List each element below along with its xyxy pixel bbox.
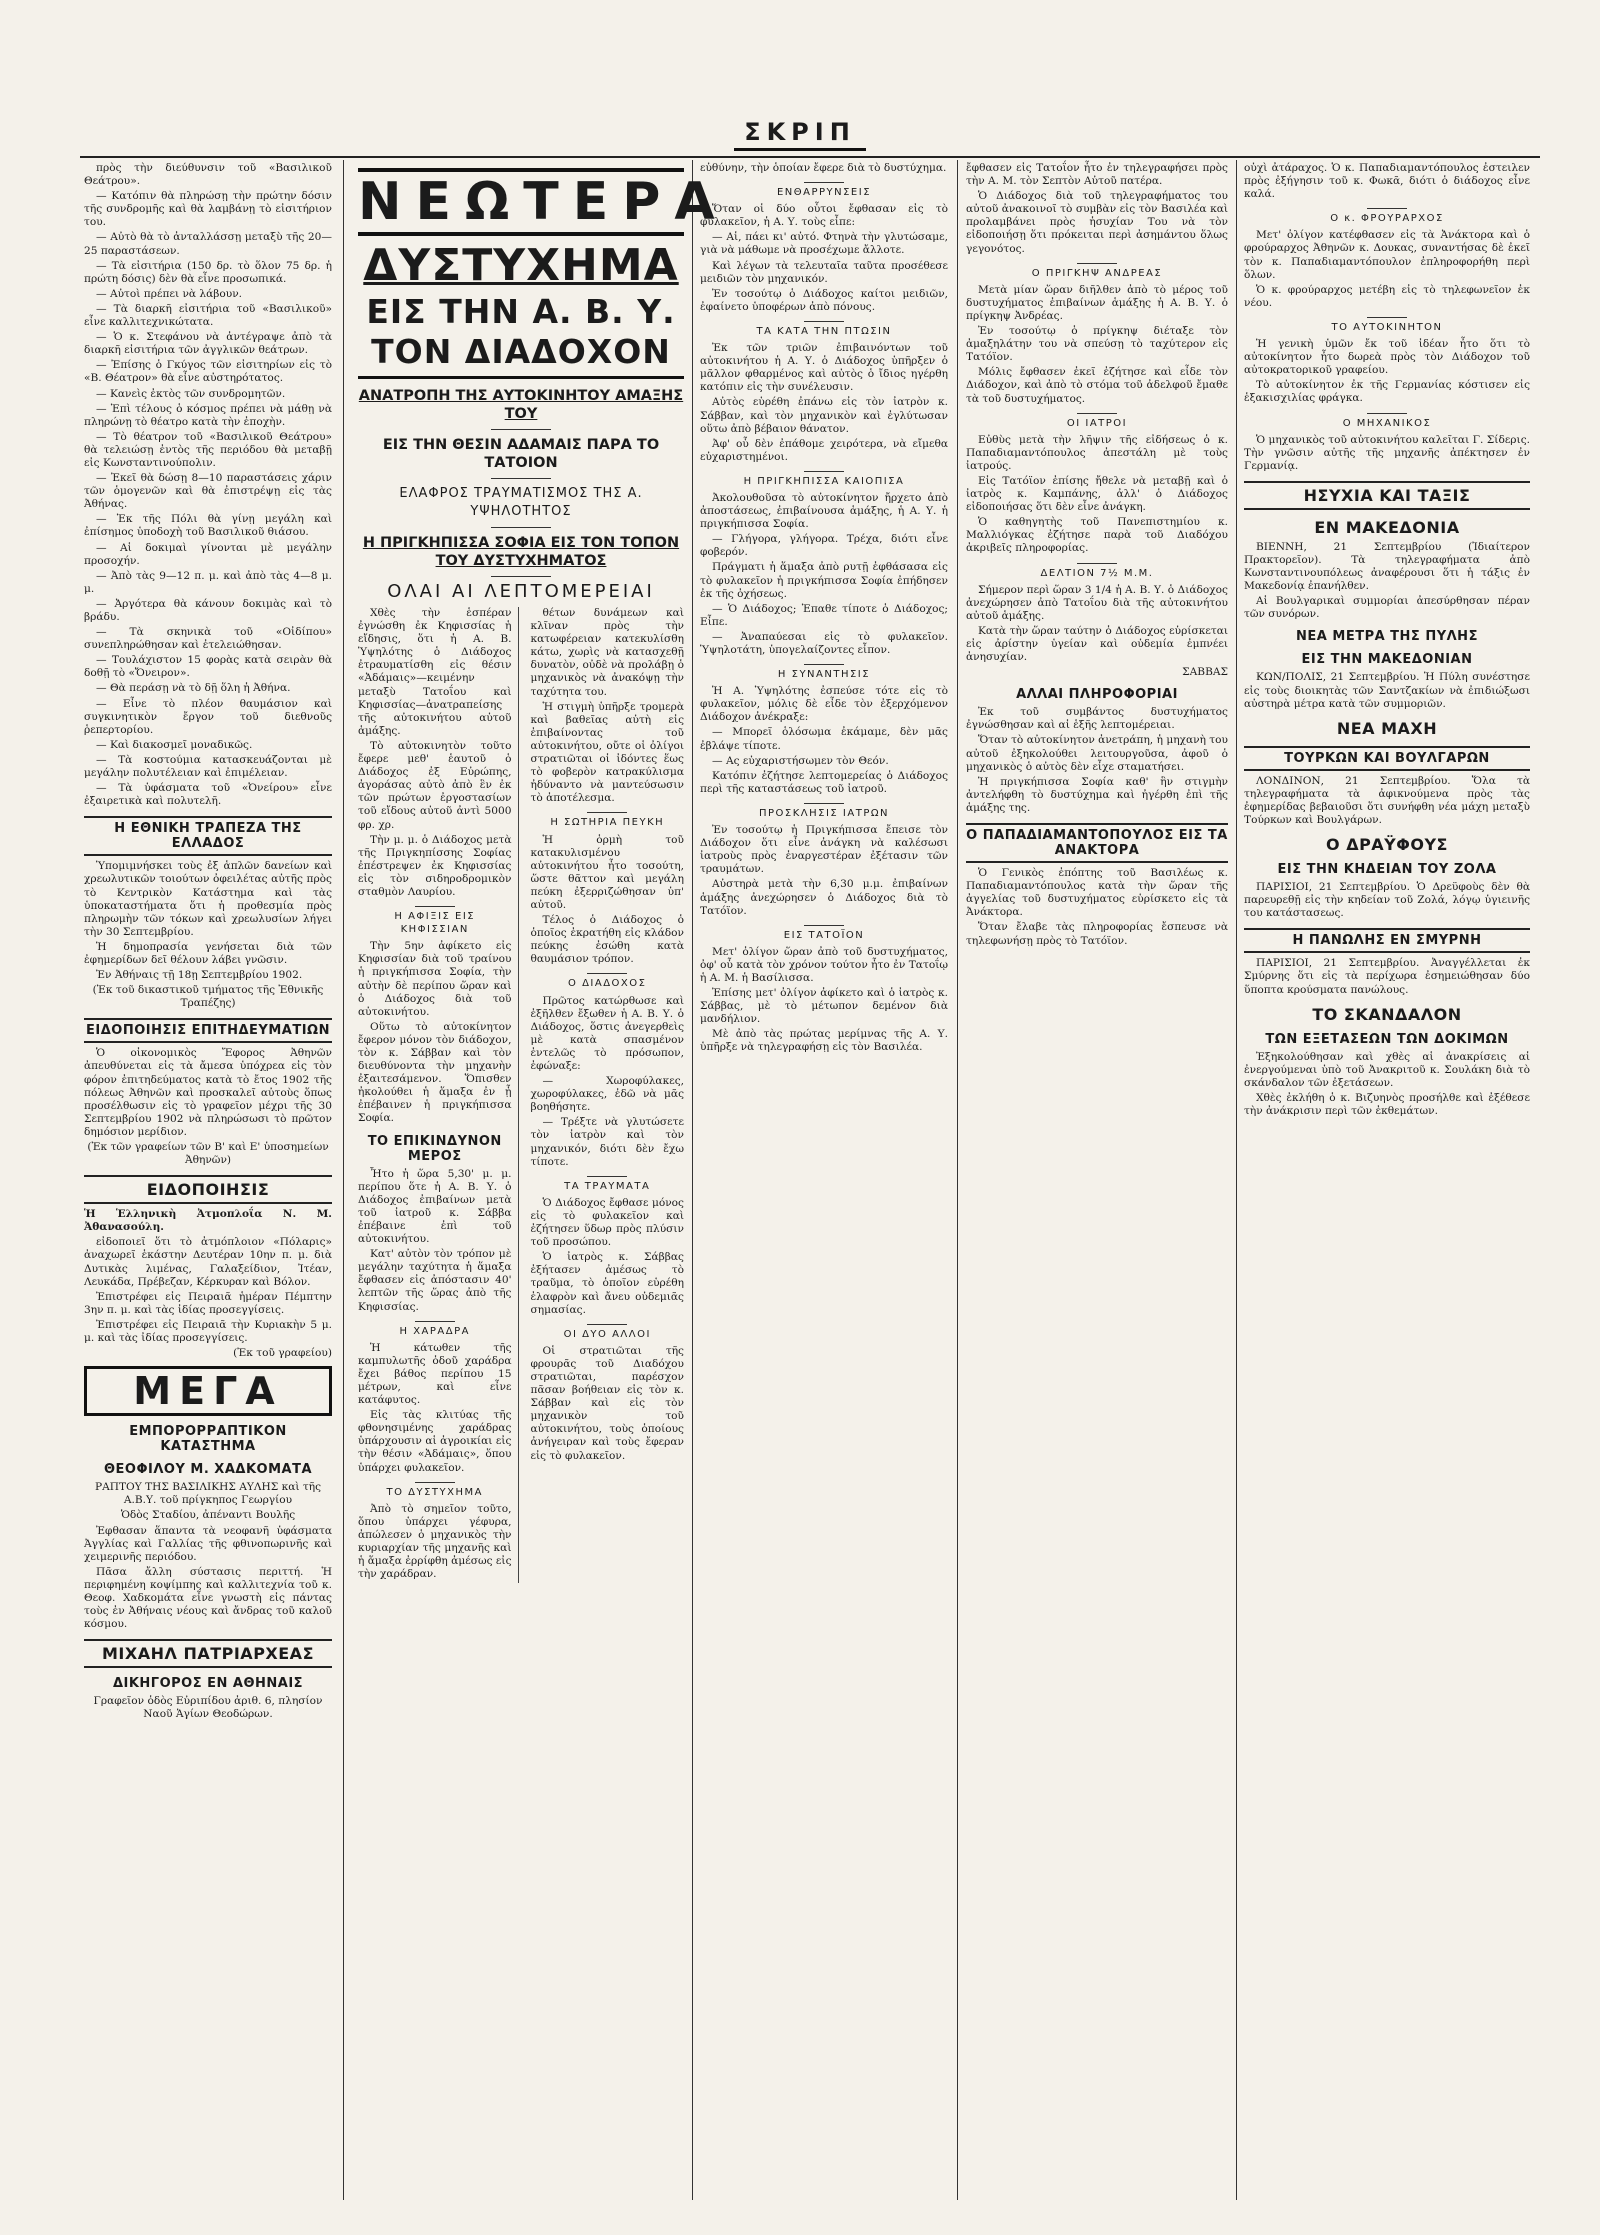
telegram-headline: Ο ΔΡΑΫΦΟΥΣ: [1326, 835, 1448, 855]
subhead: ΟΙ ΙΑΤΡΟΙ: [966, 413, 1228, 430]
article-paragraph: Ὅταν τὸ αὐτοκίνητον ἀνετράπη, ἡ μηχανὴ του αὐτοῦ ἐξηκολούθει λειτουργοῦσα, ἀφοῦ ὁ μηχανικὸς ὁ αὐτὸς δὲν εἶχε σταματήσει.: [966, 734, 1228, 773]
article-paragraph: Μόλις ἔφθασεν ἐκεῖ ἐζήτησε καὶ εἶδε τὸν Διάδοχον, καὶ ἀπὸ τὸ στόμα τοῦ ἀδελφοῦ ἔμαθε τὰ τοῦ δυστυχήματος.: [966, 366, 1228, 405]
article-paragraph: Ἡ πριγκήπισσα Σοφία καθ' ἣν στιγμὴν ἀντελήφθη τὸ δυστύχημα καὶ ἠγέρθη ἐπὶ τῆς ἁμάξης της.: [966, 775, 1228, 814]
lead-deck: ΑΝΑΤΡΟΠΗ ΤΗΣ ΑΥΤΟΚΙΝΗΤΟΥ ΑΜΑΞΗΣ ΤΟΥ: [358, 388, 684, 422]
article-paragraph: — Ας εὐχαριστήσωμεν τὸν Θεόν.: [712, 754, 889, 767]
lead-paragraph: Χθὲς τὴν ἑσπέραν ἐγνώσθη ἐκ Κηφισσίας ἡ εἴδησις, ὅτι ἡ Α. Β. Ὑψηλότης ὁ Διάδοχος ἐτραυματίσθη εἰς θέσιν «Ἀδάμαις»—κειμένην μεταξὺ Τατοΐου καὶ Κηφισσίας—ἀνατραπείσης τῆς αὐτοκινήτου αὐτοῦ ἁμάξης.: [358, 607, 512, 737]
telegram-paragraph: ΛΟΝΔΙΝΟΝ, 21 Σεπτεμβρίου. Ὅλα τὰ τηλεγραφήματα τὰ ἀφικνούμενα πρὸς τὰς ἐφημερίδας βεβαιοῦσι ὅτι συνήφθη νέα μάχη μεταξὺ Τούρκων καὶ Βουλγάρων.: [1244, 774, 1530, 826]
telegram-headline: ΤΩΝ ΕΞΕΤΑΣΕΩΝ ΤΩΝ ΔΟΚΙΜΩΝ: [1265, 1031, 1509, 1047]
store-ad-owner: ΘΕΟΦΙΛΟΥ Μ. ΧΑΔΚΟΜΑΤΑ: [103, 1462, 313, 1478]
lead-deck: ΕΛΑΦΡΟΣ ΤΡΑΥΜΑΤΙΣΜΟΣ ΤΗΣ Α. ΥΨΗΛΟΤΗΤΟΣ: [399, 486, 643, 519]
subhead: ΤΑ ΚΑΤΑ ΤΗΝ ΠΤΩΣΙΝ: [700, 321, 948, 338]
telegram-headline: ΝΕΑ ΜΑΧΗ: [1336, 718, 1438, 738]
lead-paragraph: Ἀπὸ τὸ σημεῖον τοῦτο, ὅπου ὑπάρχει γέφυρα, ἀπώλεσεν ὁ μηχανικὸς τὴν κυριαρχίαν τῆς μηχανῆς καὶ ἡ ἅμαξα ἐρρίφθη ἀμέσως εἰς τὴν χαράδραν.: [358, 1502, 512, 1581]
lead-headline-2: ΕΙΣ ΤΗΝ Α. Β. Υ. ΤΟΝ ΔΙΑΔΟΧΟΝ: [358, 292, 684, 379]
theatre-note: — Τουλάχιστον 15 φορὰς κατὰ σειρὰν θὰ δοθῇ τὸ «Ὄνειρον».: [84, 654, 332, 680]
article-paragraph: — Αἱ, πάει κι' αὐτό. Φτηνὰ τὴν γλυτώσαμε, γιὰ νὰ μάθωμε νὰ προσέχωμε ἄλλοτε.: [700, 231, 948, 257]
telegram-headline: ΕΙΣ ΤΗΝ ΜΑΚΕΔΟΝΙΑΝ: [1301, 652, 1473, 668]
article-paragraph: Ὅταν ἔλαβε τὰς πληροφορίας ἔσπευσε νὰ τηλεφωνήσῃ πρὸς τὸ Τατόϊον.: [966, 921, 1228, 947]
article-paragraph: — Μπορεῖ ὁλόσωμα ἐκάμαμε, δὲν μᾶς ἐβλάψε τίποτε.: [700, 726, 948, 752]
lead-paragraph: Τέλος ὁ Διάδοχος ὁ ὁποῖος ἐκρατήθη εἰς κλάδον πεύκης ἐσώθη κατὰ θαυμάσιον τρόπον.: [530, 914, 684, 966]
theatre-note: — Ἐπίσης ὁ Γκύγος τῶν εἰσιτηρίων εἰς τὸ «Β. Θέατρον» θὰ εἶνε αὐστηρότατος.: [84, 359, 332, 385]
bank-notice-date: Ἐν Ἀθήναις τῇ 18ῃ Σεπτεμβρίου 1902.: [96, 969, 303, 982]
column-divider: [1236, 160, 1237, 2200]
article-paragraph: Ἐκ τοῦ συμβάντος δυστυχήματος ἐγνώσθησαν καὶ αἱ ἑξῆς λεπτομέρειαι.: [966, 706, 1228, 732]
article-paragraph: Ἐν τοσούτῳ ὁ Διάδοχος καίτοι μειδιῶν, ἐφαίνετο ὑποφέρων ἀπὸ πόνους.: [700, 287, 948, 313]
article-paragraph: — Ὁ Διάδοχος; Ἐπαθε τίποτε ὁ Διάδοχος; Εἶπε.: [700, 602, 948, 628]
bulletin-heading: ΔΕΛΤΙΟΝ 7½ Μ.Μ.: [966, 563, 1228, 580]
article-paragraph: — Ἀναπαύεσαι εἰς τὸ φυλακεῖον. Ὑψηλοτάτη, ὑπογελαίζοντες εἶπον.: [700, 630, 948, 656]
lead-body-right: [531, 607, 685, 1583]
newspaper-title: ΣΚΡΙΠ: [734, 118, 866, 151]
article-paragraph: Αὐστηρὰ μετὰ τὴν 6,30 μ.μ. ἐπιβαίνων ἁμάξης ἀνεχώρησεν ὁ Διάδοχος διὰ τὸ Τατόϊον.: [700, 878, 948, 917]
store-ad-title: ΕΜΠΟΡΟΡΡΑΠΤΙΚΟΝ ΚΑΤΑΣΤΗΜΑ: [129, 1424, 287, 1455]
lawyer-ad-title: ΔΙΚΗΓΟΡΟΣ ΕΝ ΑΘΗΝΑΙΣ: [112, 1676, 304, 1692]
subhead: Η ΣΩΤΗΡΙΑ ΠΕΥΚΗ: [531, 812, 685, 829]
bank-notice-title: Η ΕΘΝΙΚΗ ΤΡΑΠΕΖΑ ΤΗΣ ΕΛΛΑΔΟΣ: [84, 816, 332, 856]
article-paragraph: Ἡ γενικὴ ὑμῶν ἔκ τοῦ ἰδέαν ἦτο ὅτι τὸ αὐτοκίνητον ἦτο δωρεὰ πρὸς τὸν Διάδοχον τοῦ αὐτοκρατορικοῦ γραφείου.: [1244, 338, 1530, 377]
lead-body: [358, 607, 684, 1583]
subhead: Η ΠΡΙΓΚΗΠΙΣΣΑ ΚΑΙΟΠΙΣΑ: [700, 471, 948, 488]
store-ad-text: ΡΑΠΤΟΥ ΤΗΣ ΒΑΣΙΛΙΚΗΣ ΑΥΛΗΣ καὶ τῆς Α.Β.Υ. τοῦ πρίγκηπος Γεωργίου: [94, 1481, 322, 1507]
lead-deck: ΕΙΣ ΤΗΝ ΘΕΣΙΝ ΑΔΑΜΑΙΣ ΠΑΡΑ ΤΟ ΤΑΤΟΙΟΝ: [382, 437, 660, 471]
subhead: ΤΟ ΔΥΣΤΥΧΗΜΑ: [358, 1482, 512, 1499]
lead-paragraph: Τὴν μ. μ. ὁ Διάδοχος μετὰ τῆς Πριγκηπίσσης Σοφίας ἐπέστρεψεν ἐκ Κηφισσίας εἰς τὸν σιδηροδρομικὸν σταθμὸν Λαυρίου.: [358, 833, 512, 898]
theatre-note: — Αὐτοὶ πρέπει νὰ λάβουν.: [96, 287, 243, 300]
subhead: ΠΡΟΣΚΛΗΣΙΣ ΙΑΤΡΩΝ: [700, 803, 948, 820]
article-paragraph: Ὁ Γενικὸς ἐπόπτης τοῦ Βασιλέως κ. Παπαδιαμαντόπουλος κατὰ τὴν ὥραν τῆς ἀγγελίας τοῦ δυστυχήματος εὑρίσκετο εἰς τὰ Ἀνάκτορα.: [966, 867, 1228, 919]
theatre-note: — Ἐκ τῆς Πόλι θὰ γίνῃ μεγάλη καὶ ἐπίσημος ὑποδοχὴ τοῦ Βασιλικοῦ θιάσου.: [84, 513, 332, 539]
theatre-note: — Κανεὶς ἐκτὸς τῶν συνδρομητῶν.: [96, 387, 286, 400]
article-paragraph: Ἐν τοσούτῳ ὁ πρίγκηψ διέταξε τὸν ἀμαξηλάτην του νὰ σπεύσῃ τὸ ταχύτερον εἰς Τατόϊον.: [966, 325, 1228, 364]
subhead-bold: Ο ΠΑΠΑΔΙΑΜΑΝΤΟΠΟΥΛΟΣ ΕΙΣ ΤΑ ΑΝΑΚΤΟΡΑ: [966, 823, 1228, 863]
telegram-paragraph: ΠΑΡΙΣΙΟΙ, 21 Σεπτεμβρίου. Ὁ Δρεϋφοὺς δὲν θὰ παρευρεθῇ εἰς τὴν κηδείαν τοῦ Ζολά, λόγῳ ὑγιεινῆς του κατάστασεως.: [1244, 881, 1530, 920]
lead-paragraph: Ἡ στιγμὴ ὑπῆρξε τρομερὰ καὶ βαθεῖας αὐτὴ εἰς ἐπιβαίνοντας τοῦ αὐτοκινήτου, οὔτε οἱ ὀλίγοι στρατιῶται οἱ ἰδόντες ἕως τὸ φοβερὸν κατρακύλισμα ἠδύναντο νὰ μαντεύσωσιν τὸ ἀποτέλεσμα.: [530, 700, 684, 805]
column-divider: [957, 160, 958, 2200]
article-paragraph: Κατόπιν ἐζήτησε λεπτομερείας ὁ Διάδοχος περὶ τῆς καταστάσεως τοῦ ἰατροῦ.: [700, 769, 948, 795]
column-divider: [692, 160, 693, 2200]
telegram-headline: ΝΕΑ ΜΕΤΡΑ ΤΗΣ ΠΥΛΗΣ: [1296, 629, 1478, 645]
column-4: [966, 162, 1228, 2192]
lead-paragraph: Τὴν 5ην ἀφίκετο εἰς Κηφισσίαν διὰ τοῦ τραίνου ἡ πριγκήπισσα Σοφία, τὴν αὐτὴν δὲ περίπου ὥραν καὶ ὁ Διάδοχος διὰ τοῦ αὐτοκινήτου.: [358, 940, 512, 1018]
subhead: ΤΟ ΑΥΤΟΚΙΝΗΤΟΝ: [1244, 317, 1530, 334]
lead-paragraph: Ὁ ἰατρὸς κ. Σάββας ἐξήτασεν ἀμέσως τὸ τραῦμα, τὸ ὁποῖον εὑρέθη ἐλαφρὸν καὶ ἄνευ οὐδεμιᾶς σημασίας.: [530, 1251, 684, 1316]
theatre-note: — Καὶ διακοσμεῖ μοναδικῶς.: [96, 738, 253, 751]
article-paragraph: — Γλήγορα, γλήγορα. Τρέχα, διότι εἶνε φοβερόν.: [700, 533, 948, 559]
telegram-headline: ΕΙΣ ΤΗΝ ΚΗΔΕΙΑΝ ΤΟΥ ΖΟΛΑ: [1277, 862, 1497, 878]
store-ad-text: Ἐφθασαν ἅπαντα τὰ νεοφανῆ ὑφάσματα Ἀγγλίας καὶ Γαλλίας τῆς φθινοπωρινῆς καὶ χειμερινῆς περιόδου.: [84, 1524, 332, 1563]
bank-notice-text: Ὑπομιμνήσκει τοὺς ἐξ ἁπλῶν δανείων καὶ χρεωλυτικῶν τοιούτων ὀφειλέτας αὐτῆς πρὸς τὸ Κεντρικὸν Κατάστημα καὶ τὰς ὑποκαταστήματα ὅτι ἡ προθεσμία πρὸς πληρωμὴν τῶν τόκων καὶ χρεωλυσίων λήγει τὴν 30 Σεπτεμβρίου.: [84, 860, 332, 938]
column-1: [84, 162, 332, 2192]
lead-paragraph: Ὁ Διάδοχος ἔφθασε μόνος εἰς τὸ φυλακεῖον καὶ ἐζήτησεν ὕδωρ πρὸς πλύσιν τοῦ προσώπου.: [530, 1196, 684, 1249]
deck-divider: [491, 478, 551, 479]
column-divider: [343, 160, 344, 2200]
store-ad-mega: ΜΕΓΑ: [84, 1366, 332, 1416]
article-paragraph: Τὸ αὐτοκίνητον ἐκ τῆς Γερμανίας κόστισεν εἰς ἑξακισχιλίας φράγκα.: [1244, 379, 1530, 405]
subhead-bold: ΤΟ ΕΠΙΚΙΝΔΥΝΟΝ ΜΕΡΟΣ: [367, 1133, 502, 1164]
telegram-paragraph: ΚΩΝ/ΠΟΛΙΣ, 21 Σεπτεμβρίου. Ἡ Πύλη συνέστησε εἰς τοὺς διοικητὰς τῶν Σαντζακίων νὰ ἐπιδιώξωσι αὐστηρὰ μέτρα κατὰ τῶν συμμοριῶν.: [1244, 671, 1530, 710]
telegram-headline: ΕΝ ΜΑΚΕΔΟΝΙΑ: [1314, 517, 1460, 537]
article-paragraph: Εἰς Τατόϊον ἐπίσης ἤθελε νὰ μεταβῇ καὶ ὁ ἰατρὸς κ. Καμπάνης, ἀλλ' ὁ Διάδοχος εἰδοποιήσας ὅτι δὲν εἶνε ἀνάγκη.: [966, 474, 1228, 514]
theatre-note: — Ὁ κ. Στεφάνου νὰ ἀντέγραψε ἀπὸ τὰ διαρκῆ εἰσιτήρια τῶν ἀγγλικῶν θεάτρων.: [84, 331, 332, 357]
article-paragraph: Ἀκολουθοῦσα τὸ αὐτοκίνητον ἤρχετο ἀπὸ ἀποστάσεως, ἐπιβαίνουσα ἁμάξης, ἡ Α. Υ. ἡ πριγκήπισσα Σοφία.: [700, 491, 948, 531]
telegram-headline: ΗΣΥΧΙΑ ΚΑΙ ΤΑΞΙΣ: [1244, 481, 1530, 510]
column-5: [1244, 162, 1530, 2192]
article-paragraph: Σήμερον περὶ ὥραν 3 1/4 ἡ Α. Β. Υ. ὁ Διάδοχος ἀνεχώρησεν ἀπὸ Τατοΐου διὰ τῆς αὐτοκινήτου αὐτοῦ ἁμάξης.: [966, 583, 1228, 622]
tax-notice-source: (Ἐκ τῶν γραφείων τῶν Β' καὶ Ε' ὑποσημείων Ἀθηνῶν): [87, 1141, 329, 1167]
subhead: Η ΑΦΙΞΙΣ ΕΙΣ ΚΗΦΙΣΣΙΑΝ: [358, 906, 512, 936]
theatre-note: — Ἐπὶ τέλους ὁ κόσμος πρέπει νὰ μάθῃ νὰ πληρώνῃ τὸ θέατρο κατὰ τὴν ἐποχὴν.: [84, 402, 332, 428]
lead-paragraph: Ἡ ὁρμὴ τοῦ κατακυλισμένου αὐτοκινήτου ἦτο τοσούτη, ὥστε θᾶττον καὶ μεγάλη πεύκη ἐξερριζώθησαν ὑπ' αὐτοῦ.: [530, 833, 684, 911]
telegram-paragraph: Ἐξηκολούθησαν καὶ χθὲς αἱ ἀνακρίσεις αἱ ἐνεργούμεναι ὑπὸ τοῦ Ἀνακριτοῦ κ. Σουλάκη διὰ τὸ σκάνδαλον τῶν ἐξετάσεων.: [1244, 1050, 1530, 1089]
article-paragraph: Εὐθὺς μετὰ τὴν λῆψιν τῆς εἰδήσεως ὁ κ. Παπαδιαμαντόπουλος ἀπεστάλη μὲ τοὺς ἰατρούς.: [966, 433, 1228, 472]
article-paragraph: Ὅταν οἱ δύο οὗτοι ἔφθασαν εἰς τὸ φυλακεῖον, ἡ Α. Υ. τοὺς εἶπε:: [700, 203, 948, 229]
lead-paragraph: Οὕτω τὸ αὐτοκίνητον ἔφερον μόνον τὸν διάδοχον, τὸν κ. Σάββαν καὶ τὸν διευθύνοντα τὴν μηχανὴν ἐξαιτεσάμενον. Ὅπισθεν ἠκολούθει ἡ ἅμαξα ἐν ᾗ ἐπέβαινεν ἡ πριγκήπισσα Σοφία.: [358, 1020, 512, 1125]
lawyer-ad-name: ΜΙΧΑΗΛ ΠΑΤΡΙΑΡΧΕΑΣ: [84, 1639, 332, 1668]
lead-paragraph: Πρῶτος κατώρθωσε καὶ ἐξῆλθεν ἔξωθεν ἡ Α. Β. Υ. ὁ Διάδοχος, ὅστις ἀνεγερθεὶς μὲ κατὰ σπασμένον ἐντελῶς τὸ πρόσωπον, ἐφώναξε:: [530, 994, 684, 1072]
lead-paragraph: θέτων δυνάμεων καὶ κλῖναν πρὸς τὴν κατωφέρειαν κατεκυλίσθη κάτω, χωρὶς νὰ κατασχεθῇ δυνατὸν, οὐδὲ νὰ προλάβῃ ὁ μηχανικὸς νὰ ἀνακόψῃ τὴν ταχύτητα του.: [530, 607, 684, 698]
lead-paragraph: Ἦτο ἡ ὥρα 5,30' μ. μ. περίπου ὅτε ἡ Α. Β. Υ. ὁ Διάδοχος ἐπιβαίνων μετὰ τοῦ ἰατροῦ κ. Σάββα ἐπέβαινε ἐπὶ τοῦ αὐτοκινήτου.: [358, 1167, 512, 1246]
article-paragraph: Κατὰ τὴν ὥραν ταύτην ὁ Διάδοχος εὑρίσκεται εἰς ἀρίστην ὑγείαν καὶ οὐδεμία ἐμπνέει ἀνησυχίαν.: [966, 624, 1228, 664]
lead-paragraph: Τὸ αὐτοκινητὸν τοῦτο ἔφερε μεθ' ἑαυτοῦ ὁ Διάδοχος ἐξ Εὐρώπης, ἀγοράσας αὐτὸ ἀπὸ ἓν ἐκ τῶν πρώτων ἐργοστασίων τοῦ εἴδους αὐτοῦ ἀντὶ 5000 φρ. χρ.: [358, 739, 512, 831]
tax-notice-text: Ὁ οἰκονομικὸς Ἔφορος Ἀθηνῶν ἀπευθύνεται εἰς τὰ ἄμεσα ὑπόχρεα εἰς τὸν φόρον ἐπιτηδεύματος κατὰ τὸ ἔτος 1902 τῆς πόλεως Ἀθηνῶν καὶ προσκαλεῖ αὐτοὺς ὅπως προσέλθωσιν εἰς τὸ γραφεῖον μέχρι τῆς 30 Σεπτεμβρίου 1902 νὰ πληρώσωσι τὸ πρῶτον δημόσιον μερίδιον.: [84, 1047, 332, 1138]
telegram-headline: Η ΠΑΝΩΛΗΣ ΕΝ ΣΜΥΡΝΗ: [1244, 928, 1530, 953]
theatre-note: — Τὰ ὑφάσματα τοῦ «Ὀνείρου» εἶνε ἐξαιρετικὰ καὶ πολυτελῆ.: [84, 782, 332, 808]
shipping-text: Ἐπιστρέφει εἰς Πειραιᾶ ἡμέραν Πέμπτην 3ην π. μ. καὶ τὰς ἰδίας προσεγγίσεις.: [84, 1290, 332, 1316]
article-paragraph: Ἐν τοσούτῳ ἡ Πριγκήπισσα ἔπεισε τὸν Διάδοχον ὅτι εἶνε ἀνάγκη νὰ καλέσωσι ἰατροὺς πρὸς ἐναργεστέραν ἐξέτασιν τῶν τραυμάτων.: [700, 824, 948, 876]
lawyer-ad-address: Γραφεῖον ὁδὸς Εὐριπίδου ἀριθ. 6, πλησίον Ναοῦ Ἁγίων Θεοδώρων.: [93, 1695, 323, 1721]
article-paragraph: Μετ' ὀλίγον κατέφθασεν εἰς τὰ Ἀνάκτορα καὶ ὁ φρούραρχος Ἀθηνῶν κ. Δουκας, συναντήσας δὲ ἐκεῖ τὸν κ. Παπαδιαμαντόπουλον ἐπληροφορήθη περὶ ὅλων.: [1244, 229, 1530, 281]
subhead: ΕΝΘΑΡΡΥΝΣΕΙΣ: [700, 182, 948, 199]
telegram-paragraph: Αἱ Βουλγαρικαὶ συμμορίαι ἀπεσύρθησαν πέραν τῶν συνόρων.: [1244, 595, 1530, 621]
article-paragraph: Ἡ Α. Ὑψηλότης ἐσπεύσε τότε εἰς τὸ φυλακεῖον, μόλις δὲ εἶδε τὸν ἐξερχόμενον Διάδοχον ἀνέκραξε:: [700, 685, 948, 724]
lead-headline: ΔΥΣΤΥΧΗΜΑ: [363, 240, 679, 291]
article-paragraph: οὐχὶ ἀτάραχος. Ὁ κ. Παπαδιαμαντόπουλος ἐστειλεν πρὸς ἐξήγησιν τοῦ κ. Φωκᾶ, διότι ὁ διάδοχος εἶνε καλά.: [1244, 162, 1530, 201]
subhead: Ο ΜΗΧΑΝΙΚΟΣ: [1244, 413, 1530, 430]
theatre-notes: [84, 162, 332, 808]
article-signature: ΣΑΒΒΑΣ: [1182, 666, 1228, 679]
lead-paragraph: Κατ' αὐτὸν τὸν τρόπον μὲ μεγάλην ταχύτητα ἡ ἅμαξα ἔφθασεν εἰς ἀπόστασιν 40' λεπτῶν τῆς ὥρας ἀπὸ τῆς Κηφισσίας.: [358, 1248, 512, 1313]
subhead-bold: ΑΛΛΑΙ ΠΛΗΡΟΦΟΡΙΑΙ: [1016, 687, 1178, 703]
lead-paragraph: Εἰς τὰς κλιτύας τῆς φθονησιμένης χαράδρας ὑπάρχουσιν αἱ ἀγροικίαι εἰς τὴν θέσιν «Ἀδάμαις», ὅπου ὑπάρχει φυλακεῖον.: [358, 1409, 512, 1474]
article-paragraph: Μετὰ μίαν ὥραν διῆλθεν ἀπὸ τὸ μέρος τοῦ δυστυχήματος ἐπιβαίνων ἁμάξης ἡ Α. Β. Υ. ὁ πρίγκηψ Ἀνδρέας.: [966, 283, 1228, 322]
subhead: ΟΙ ΔΥΟ ΑΛΛΟΙ: [531, 1324, 685, 1341]
theatre-note: πρὸς τὴν διεύθυνσιν τοῦ «Βασιλικοῦ Θεάτρου».: [84, 162, 332, 188]
theatre-note: — Τὰ διαρκῆ εἰσιτήρια τοῦ «Βασιλικοῦ» εἶνε καλλιτεχνικώτατα.: [84, 302, 332, 329]
theatre-note: — Τὰ εἰσιτήρια (150 δρ. τὸ ὅλον 75 δρ. ἡ πρώτη δόσις) δὲν θὰ εἶνε προσωπικά.: [84, 259, 332, 285]
lead-paragraph: — Τρέξτε νὰ γλυτώσετε τὸν ἰατρὸν καὶ τὸν μηχανικόν, διότι δὲν ἔχω τίποτε.: [530, 1116, 684, 1168]
article-paragraph: Καὶ λέγων τὰ τελευταῖα ταῦτα προσέθεσε μειδιῶν τὸν μηχανικόν.: [700, 259, 948, 285]
theatre-note: — Τὸ θέατρον τοῦ «Βασιλικοῦ Θεάτρου» θὰ τελειώσῃ ἐντὸς τῆς περιόδου θὰ μεταβῇ εἰς Κωνσταντινούπολιν.: [84, 430, 332, 469]
subhead: Η ΧΑΡΑΔΡΑ: [358, 1321, 512, 1338]
article-paragraph: Πράγματι ἡ ἅμαξα ἀπὸ ρυτῇ ἐφθάσασα εἰς τὸ φυλακεῖον ἡ πριγκήπισσα Σοφία ἐπήδησεν ἐκ τῆς ὀχήσεως.: [700, 561, 948, 600]
deck-divider: [491, 429, 551, 430]
lead-deck: Η ΠΡΙΓΚΗΠΙΣΣΑ ΣΟΦΙΑ ΕΙΣ ΤΟΝ ΤΟΠΟΝ ΤΟΥ ΔΥΣΤΥΧΗΜΑΤΟΣ: [362, 535, 680, 569]
shipping-source: (Ἐκ τοῦ γραφείου): [233, 1347, 332, 1360]
subhead: ΤΑ ΤΡΑΥΜΑΤΑ: [531, 1176, 685, 1193]
lead-paragraph: — Χωροφύλακες, χωροφύλακες, ἐδῶ νὰ μᾶς βοηθήσητε.: [530, 1075, 684, 1114]
article-paragraph: Ὁ κ. φρούραρχος μετέβη εἰς τὸ τηλεφωνεῖον ἐκ νέου.: [1244, 283, 1530, 309]
theatre-note: — Εἶνε τὸ πλέον θαυμάσιον καὶ συγκινητικὸν ἔργον τοῦ διεθνοῦς ῥεπερτορίου.: [84, 697, 332, 736]
theatre-note: — Τὰ κοστούμια κατασκευάζονται μὲ μεγάλην πολυτέλειαν καὶ ἐπιμέλειαν.: [84, 753, 332, 780]
theatre-note: — Ἀπὸ τὰς 9—12 π. μ. καὶ ἀπὸ τὰς 4—8 μ. μ.: [84, 569, 332, 595]
deck-divider: [491, 576, 551, 577]
article-paragraph: Ἀφ' οὗ δὲν ἐπάθομε χειρότερα, νὰ εἴμεθα εὐχαριστημένοι.: [700, 437, 948, 463]
subhead: Η ΣΥΝΑΝΤΗΣΙΣ: [700, 664, 948, 681]
theatre-note: — Θὰ περάσῃ νὰ τὸ δῇ ὅλη ἡ Ἀθήνα.: [96, 682, 291, 695]
article-paragraph: Μὲ ἀπὸ τὰς πρώτας μερίμνας τῆς Α. Υ. ὑπῆρξε νὰ τηλεγραφήσῃ εἰς τὸν Βασιλέα.: [700, 1028, 948, 1054]
masthead: [0, 118, 1600, 152]
column-2-lead-story: [358, 162, 729, 2192]
theatre-note: — Αὐτὸ θὰ τὸ ἀνταλλάσσῃ μεταξὺ τῆς 20—25 παραστάσεων.: [84, 231, 332, 257]
subhead: Ο ΔΙΑΔΟΧΟΣ: [531, 973, 685, 990]
article-paragraph: ἔφθασεν εἰς Τατοΐον ἦτο ἐν τηλεγραφήσει πρὸς τὴν Α. Μ. τὸν Σεπτὸν Αὐτοῦ πατέρα.: [966, 162, 1228, 188]
shipping-notice-title: ΕΙΔΟΠΟΙΗΣΙΣ: [84, 1175, 332, 1204]
article-paragraph: Ὁ μηχανικὸς τοῦ αὐτοκινήτου καλεῖται Γ. Σίδερις. Τὴν γνῶσιν αὐτῆς τῆς μηχανῆς ἀπέκτησεν ἐν Γερμανίᾳ.: [1244, 433, 1530, 472]
store-ad-address: Ὁδὸς Σταδίου, ἀπέναντι Βουλῆς: [120, 1509, 296, 1522]
theatre-note: — Αἱ δοκιμαὶ γίνονται μὲ μεγάλην προσοχήν.: [84, 541, 332, 567]
theatre-note: — Ἀργότερα θὰ κάνουν δοκιμὰς καὶ τὸ βράδυ.: [84, 597, 332, 623]
bank-notice-text: Ἡ δημοπρασία γενήσεται διὰ τῶν ἐφημερίδων δεῖ θέλουν λάβει γνῶσιν.: [84, 940, 332, 966]
telegram-paragraph: ΠΑΡΙΣΙΟΙ, 21 Σεπτεμβρίου. Ἀναγγέλλεται ἐκ Σμύρνης ὅτι εἰς τὰ περίχωρα ἐσημειώθησαν δύο ὕποπτα κρούσματα πανώλους.: [1244, 957, 1530, 996]
article-paragraph: Ὁ Διάδοχος διὰ τοῦ τηλεγραφήματος του αὐτοῦ ἀνακοινοῖ τὸ συμβὰν εἰς τὸν Βασιλέα καὶ προλαμβάνει πρὸς ἡσυχίαν Του νὰ τὸν εἰδοποιήσῃ ὅτι πρόκειται περὶ ἀσημάντου ὅλως γεγονότος.: [966, 190, 1228, 255]
article-paragraph: Ὁ καθηγητὴς τοῦ Πανεπιστημίου κ. Μαλλιόγκας ἐζήτησε παρὰ τοῦ Διαδόχου ἀκριβεῖς πληροφορίας.: [966, 516, 1228, 555]
telegram-headline: ΤΟΥΡΚΩΝ ΚΑΙ ΒΟΥΛΓΑΡΩΝ: [1244, 746, 1530, 771]
shipping-text: Ἐπιστρέφει εἰς Πειραιᾶ τὴν Κυριακὴν 5 μ. μ. καὶ τὰς ἰδίας προσεγγίσεις.: [84, 1318, 332, 1345]
lead-deck: ΟΛΑΙ ΑΙ ΛΕΠΤΟΜΕΡΕΙΑΙ: [387, 581, 655, 602]
subhead: ΕΙΣ ΤΑΤΟΪΟΝ: [700, 925, 948, 942]
telegram-headline: ΤΟ ΣΚΑΝΔΑΛΟΝ: [1312, 1004, 1462, 1024]
subhead: Ο κ. ΦΡΟΥΡΑΡΧΟΣ: [1244, 208, 1530, 225]
store-ad-text: Πᾶσα ἄλλη σύστασις περιττή. Ἡ περιφημένη κοψίμπης καὶ καλλιτεχνία τοῦ κ. Θεοφ. Χαδκομάτα εἶνε γνωστὴ εἰς πάντας τοὺς ἐν Ἀθήναις νέους καὶ ἄνδρας τοῦ καλοῦ κόσμου.: [84, 1565, 332, 1631]
shipping-text: εἰδοποιεῖ ὅτι τὸ ἀτμόπλοιον «Πόλαρις» ἀναχωρεῖ ἑκάστην Δευτέραν 10ην π. μ. διὰ Δυτικὰς λιμένας, Γαλαξείδιον, Ἰτέαν, Λευκάδα, Πρέβεζαν, Κέρκυραν καὶ Βόλον.: [84, 1236, 332, 1288]
shipping-company: Ἡ Ἑλληνικὴ Ἀτμοπλοΐα Ν. Μ. Ἀθανασούλη.: [84, 1208, 332, 1234]
theatre-note: — Ἐκεῖ θὰ δώσῃ 8—10 παραστάσεις χάριν τῶν ὁμογενῶν καὶ θὰ ἐπιστρέψῃ εἰς τὰς Ἀθήνας.: [84, 472, 332, 511]
article-paragraph: εὐθύνην, τὴν ὁποίαν ἔφερε διὰ τὸ δυστύχημα.: [700, 162, 947, 174]
masthead-rule: [80, 156, 1540, 158]
theatre-note: — Τὰ σκηνικὰ τοῦ «Οἰδίπου» συνεπληρώθησαν καὶ ἐτελειώθησαν.: [84, 626, 332, 652]
article-paragraph: Ἐπίσης μετ' ὀλίγον ἀφίκετο καὶ ὁ ἰατρὸς κ. Σάββας, μὲ τὸ μέτωπον δεμένον διὰ μανδήλιον.: [700, 987, 948, 1026]
lead-paragraph: Ἡ κάτωθεν τῆς καμπυλωτῆς ὁδοῦ χαράδρα ἔχει βάθος περίπου 15 μέτρων, καὶ εἶνε κατάφυτος.: [358, 1341, 512, 1407]
telegram-paragraph: Χθὲς ἐκλήθη ὁ κ. Βιζυηνὸς προσήλθε καὶ ἐξέθεσε τὴν ἀνάκρισιν περὶ τῶν ἐκθεμάτων.: [1244, 1091, 1530, 1118]
lead-paragraph: Οἱ στρατιῶται τῆς φρουρᾶς τοῦ Διαδόχου στρατιῶται, παρέσχον πᾶσαν βοήθειαν εἰς τὸν κ. Σάββαν καὶ εἰς τὸν μηχανικὸν τοῦ αὐτοκινήτου, τοὺς ὁποίους ἀνήγειραν καὶ τοὺς ἔφεραν εἰς τὸ φυλακεῖον.: [530, 1344, 684, 1462]
subhead: Ο ΠΡΙΓΚΗΨ ΑΝΔΡΕΑΣ: [966, 263, 1228, 280]
column-3: [700, 162, 948, 2192]
bank-notice-source: (Ἐκ τοῦ δικαστικοῦ τμήματος τῆς Ἐθνικῆς Τραπέζης): [92, 984, 324, 1010]
deck-divider: [491, 527, 551, 528]
article-paragraph: Ἐκ τῶν τριῶν ἐπιβαινόντων τοῦ αὐτοκινήτου ἡ Α. Υ. ὁ Διάδοχος ὑπῆρξεν ὁ μᾶλλον φθαρμένος καὶ αὐτὸς ὁ ἴδιος ηγέρθη κατόπιν εἰς τὴν συνέλευσιν.: [700, 342, 948, 394]
telegram-paragraph: ΒΙΕΝΝΗ, 21 Σεπτεμβρίου (Ἰδιαίτερον Πρακτορεῖον). Τὰ τηλεγραφήματα ἀπὸ Κωνσταντινουπόλεως ἀναφέρουσι ὅτι ἡ τάξις ἐν Μακεδονίᾳ ἐπανήλθεν.: [1244, 540, 1530, 593]
theatre-note: — Κατόπιν θὰ πληρώσῃ τὴν πρώτην δόσιν τῆς συνδρομῆς καὶ θὰ λαμβάνῃ τὸ εἰσιτήριον του.: [84, 190, 332, 229]
tax-notice-title: ΕΙΔΟΠΟΙΗΣΙΣ ΕΠΙΤΗΔΕΥΜΑΤΙΩΝ: [84, 1018, 332, 1043]
lead-body-left: [358, 607, 519, 1583]
section-title: ΝΕΩΤΕΡΑ: [358, 168, 684, 236]
article-paragraph: Αὐτὸς εὑρέθη ἐπάνω εἰς τὸν ἰατρὸν κ. Σάββαν, καὶ τὸν μηχανικὸν καὶ ἐγλύτωσαν οὕτω ἀπὸ βέβαιον θάνατον.: [700, 396, 948, 435]
article-paragraph: Μετ' ὀλίγον ὥραν ἀπὸ τοῦ δυστυχήματος, ὀφ' οὗ κατὰ τὸν χρόνον τούτον ἦτο ἐν Τατοΐῳ ἡ Α. Μ. ἡ Βασίλισσα.: [700, 945, 948, 984]
